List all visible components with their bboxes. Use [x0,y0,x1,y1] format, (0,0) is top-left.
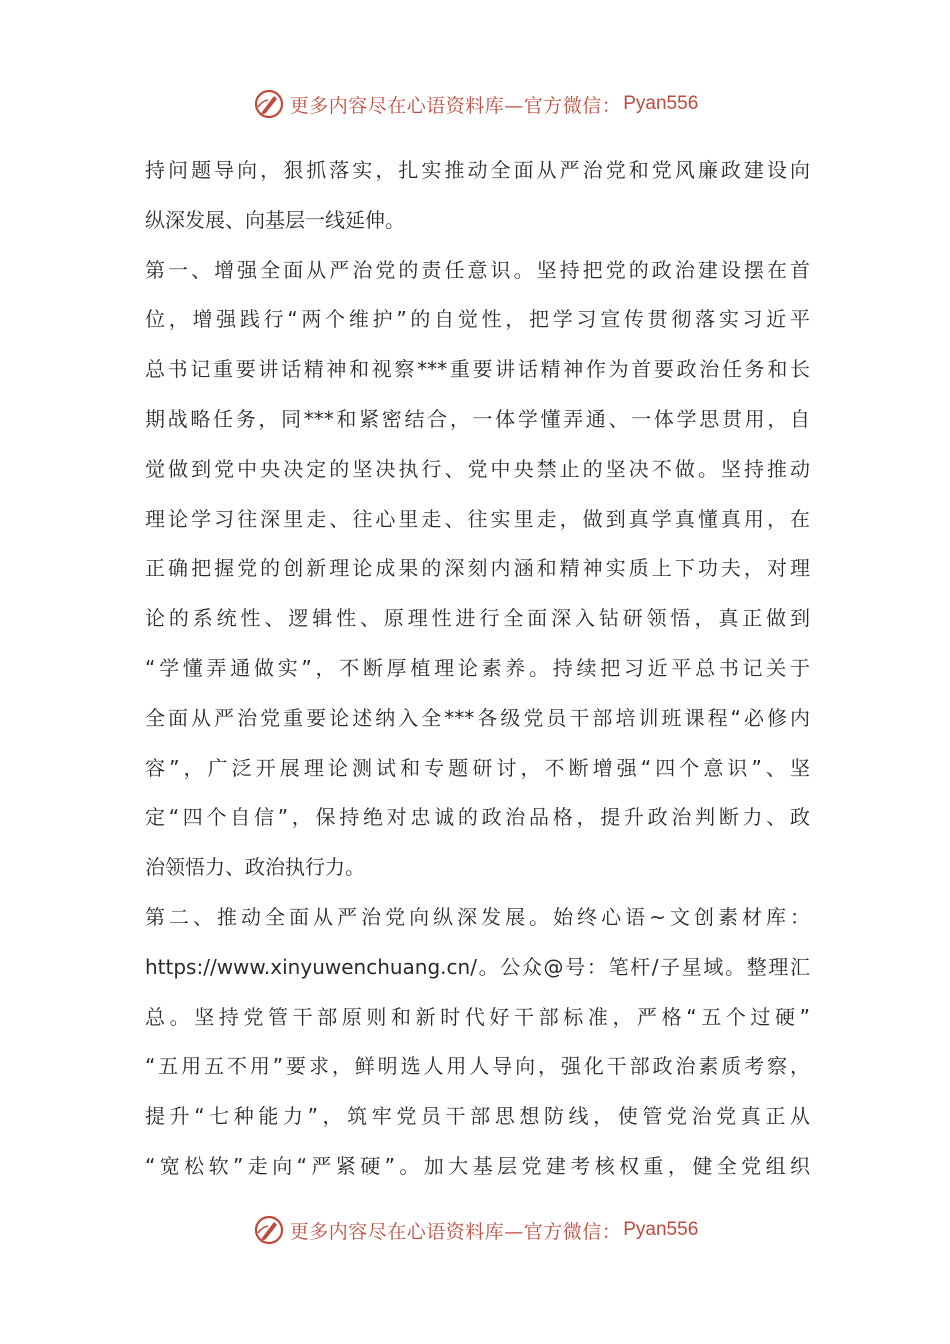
text-line: 容”，广泛开展理论测试和专题研讨，不断增强“四个意识”、坚 [145,755,810,780]
pen-logo-icon [252,1213,286,1247]
banner-text: 更多内容尽在心语资料库—官方微信： [289,1220,622,1243]
text-line: 期战略任务，同***和紧密结合，一体学懂弄通、一体学思贯用，自 [145,406,810,431]
text-line: 持问题导向，狠抓落实，扎实推动全面从严治党和党风廉政建设向 [145,158,810,182]
text-line: 治领悟力、政治执行力。 [145,855,365,880]
text-line: 提升“七种能力”，筑牢党员干部思想防线，使管党治党真正从 [145,1104,810,1129]
text-line: “宽松软”走向“严紧硬”。加大基层党建考核权重，健全党组织 [145,1153,810,1178]
text-line: 定“四个自信”，保持绝对忠诚的政治品格，提升政治判断力、政 [145,805,810,830]
header-watermark-banner [0,84,950,124]
pen-logo-icon [252,87,286,121]
text-line: 纵深发展、向基层一线延伸。 [145,207,405,232]
text-line: 论的系统性、逻辑性、原理性进行全面深入钻研领悟，真正做到 [145,606,810,631]
text-line: 总书记重要讲话精神和视察***重要讲话精神作为首要政治任务和长 [145,357,810,382]
text-line: “学懂弄通做实”，不断厚植理论素养。持续把习近平总书记关于 [145,655,810,680]
text-line: 总。坚持党管干部原则和新时代好干部标准，严格“五个过硬” [145,1004,810,1029]
banner-wechat-id: Pyan556 [623,93,699,114]
text-line: 全面从严治党重要论述纳入全***各级党员干部培训班课程“必修内 [145,705,810,730]
text-line: 第二、推动全面从严治党向纵深发展。始终心语~文创素材库： [145,904,810,929]
text-line: 位，增强践行“两个维护”的自觉性，把学习宣传贯彻落实习近平 [145,307,810,332]
text-line: https://www.xinyuwenchuang.cn/。公众@号：笔杆/子星域。整理汇 [145,954,810,979]
text-line: 第一、增强全面从严治党的责任意识。坚持把党的政治建设摆在首 [145,257,810,282]
document-body [145,146,810,1192]
banner-text: 更多内容尽在心语资料库—官方微信： [289,94,622,117]
text-line: 理论学习往深里走、往心里走、往实里走，做到真学真懂真用，在 [145,506,810,531]
footer-watermark-banner [0,1210,950,1250]
text-line: 觉做到党中央决定的坚决执行、党中央禁止的坚决不做。坚持推动 [145,456,810,481]
banner-wechat-id: Pyan556 [623,1219,699,1240]
text-line: “五用五不用”要求，鲜明选人用人导向，强化干部政治素质考察， [145,1054,810,1079]
text-line: 正确把握党的创新理论成果的深刻内涵和精神实质上下功夫，对理 [145,556,810,581]
